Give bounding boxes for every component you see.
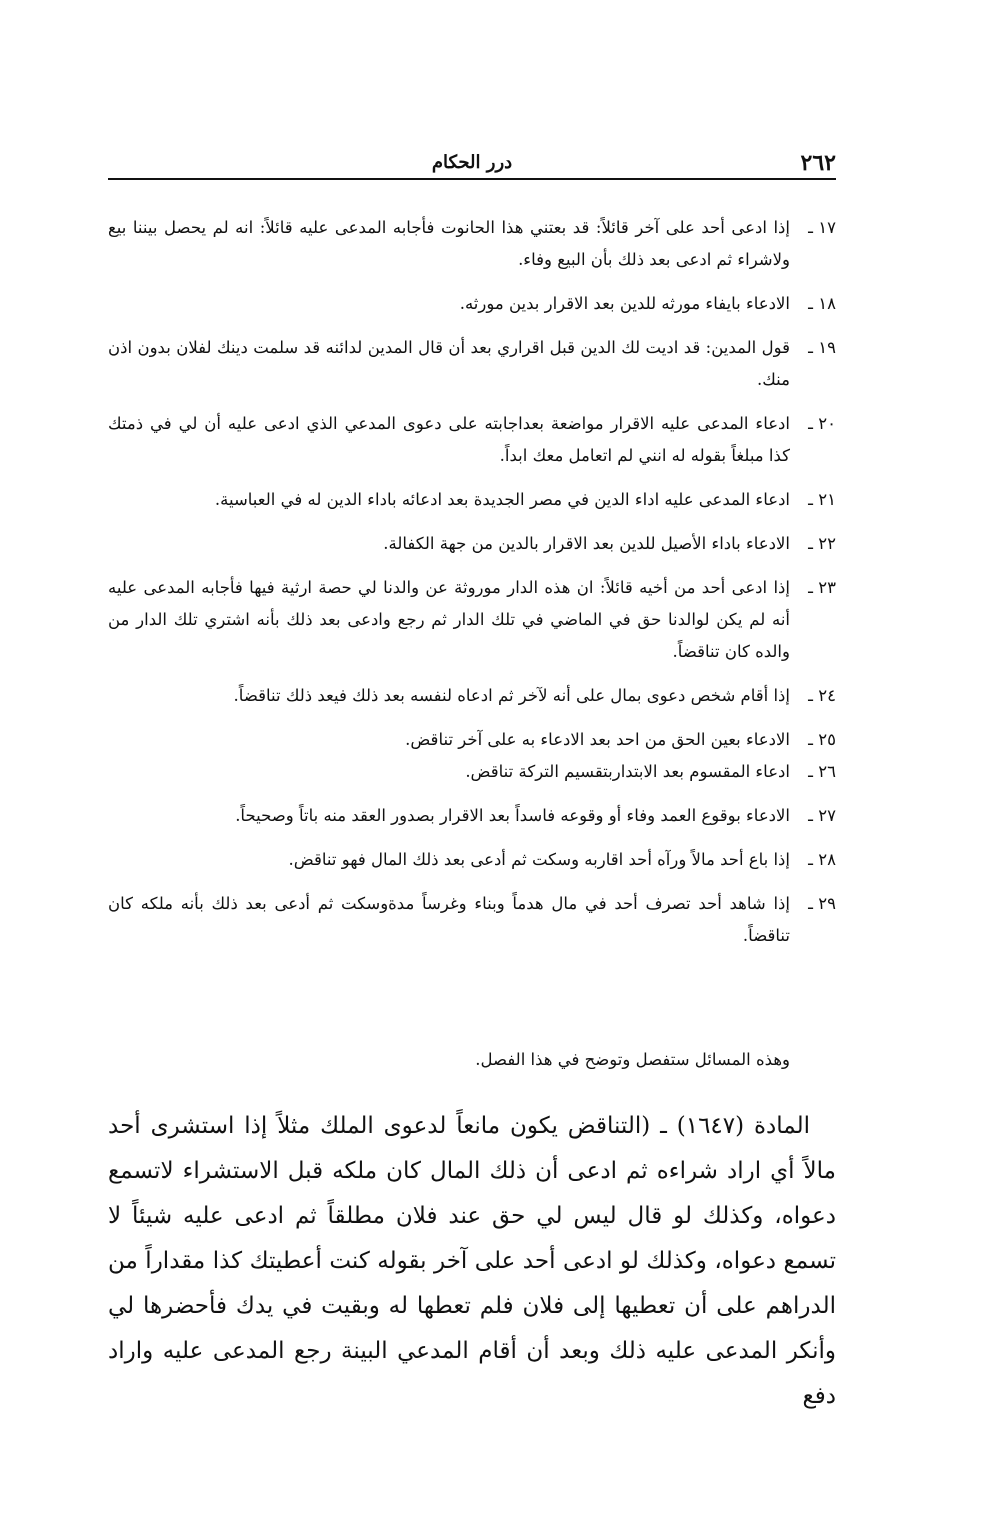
item-number: ١٨ ـ (808, 294, 836, 313)
item-text: إذا ادعى أحد من أخيه قائلاً: ان هذه الدار موروثة عن والدنا لي حصة ارثية فيها فأجابه المدعى عليه أنه لم يكن لوالدنا حق في الماضي في تلك الدار ثم رجع وادعى بعد ذلك بأنه اشتري تلك الدار من والده كان تناقضاً. (108, 578, 790, 661)
item-number: ٢٥ ـ (808, 730, 836, 749)
item-number: ٢١ ـ (808, 490, 836, 509)
item-text: ادعاء المدعى عليه الاقرار مواضعة بعداجابته على دعوى المدعي الذي ادعى عليه أن لي في ذمتك كذا مبلغاً بقوله له انني لم اتعامل معك ابداً. (108, 414, 790, 465)
list-item (108, 212, 836, 276)
item-text: إذا شاهد أحد تصرف أحد في مال هدماً وبناء وغرساً مدةوسكت ثم أدعى بعد ذلك بأنه ملكه كان تناقضاً. (108, 894, 790, 945)
item-text: إذا ادعى أحد على آخر قائلاً: قد بعتني هذا الحانوت فأجابه المدعى عليه قائلاً: انه لم يحصل بيننا بيع ولاشراء ثم ادعى بعد ذلك بأن البيع وفاء. (108, 218, 790, 269)
item-number: ٢٣ ـ (808, 578, 836, 597)
item-number: ٢٧ ـ (808, 806, 836, 825)
item-text: الادعاء بوقوع العمد وفاء أو وقوعه فاسداً بعد الاقرار بصدور العقد منه باتاً وصحيحاً. (235, 806, 790, 825)
header-rule (108, 178, 836, 180)
item-text: الادعاء باداء الأصيل للدين بعد الاقرار بالدين من جهة الكفالة. (383, 534, 790, 553)
list-item (108, 888, 836, 952)
item-text: قول المدين: قد اديت لك الدين قبل اقراري بعد أن قال المدين لدائنه قد سلمت دينك لفلان بدون اذن منك. (108, 338, 790, 389)
item-number: ٢٠ ـ (808, 414, 836, 433)
item-text: ادعاء المدعى عليه اداء الدين في مصر الجديدة بعد ادعائه باداء الدين له في العباسية. (214, 490, 790, 509)
list-item (108, 332, 836, 396)
item-number: ٢٦ ـ (808, 762, 836, 781)
list-item (108, 800, 836, 832)
item-text: الادعاء بعين الحق من احد بعد الادعاء به على آخر تناقض. (405, 730, 790, 749)
closing-note: وهذه المسائل ستفصل وتوضح في هذا الفصل. (475, 1050, 790, 1069)
item-number: ٢٨ ـ (808, 850, 836, 869)
item-number: ٢٩ ـ (808, 894, 836, 913)
list-item (108, 288, 836, 320)
list-item (108, 528, 836, 560)
item-number: ٢٢ ـ (808, 534, 836, 553)
item-number: ١٧ ـ (808, 218, 836, 237)
page-header (108, 150, 836, 180)
article-paragraph: المادة (١٦٤٧) ـ (التناقض يكون مانعاً لدعوى الملك مثلاً إذا استشرى أحد مالاً أي اراد شراءه ثم ادعى أن ذلك المال كان ملكه قبل الاستشراء لاتسمع دعواه، وكذلك لو قال ليس لي حق عند فلان مطلقاً ثم ادعى عليه شيئاً لا تسمع دعواه، وكذلك لو ادعى أحد على آخر بقوله كنت أعطيتك كذا مقداراً من الدراهم على أن تعطيها إلى فلان فلم تعطها له وبقيت في يدك فأحضرها لي وأنكر المدعى عليه ذلك وبعد أن أقام المدعي البينة رجع المدعى عليه واراد دفع (108, 1113, 836, 1409)
item-number: ١٩ ـ (808, 338, 836, 357)
list-item (108, 844, 836, 876)
running-title: درر الحكام (431, 152, 513, 173)
item-text: ادعاء المقسوم بعد الابتداربتقسيم التركة تناقض. (465, 762, 790, 781)
item-text: الادعاء بايفاء مورثه للدين بعد الاقرار بدين مورثه. (459, 294, 790, 313)
item-text: إذا أقام شخص دعوى بمال على أنه لآخر ثم ادعاه لنفسه بعد ذلك فيعد ذلك تناقضاً. (233, 686, 790, 705)
list-item (108, 484, 836, 516)
list-item (108, 724, 836, 756)
list-item (108, 680, 836, 712)
list-item (108, 572, 836, 668)
item-number: ٢٤ ـ (808, 686, 836, 705)
list-item (108, 756, 836, 788)
list-item (108, 408, 836, 472)
page-number: ٢٦٢ (800, 150, 836, 176)
examples-list (108, 212, 836, 964)
item-text: إذا باع أحد مالاً ورآه أحد اقاربه وسكت ثم أدعى بعد ذلك المال فهو تناقض. (288, 850, 790, 869)
